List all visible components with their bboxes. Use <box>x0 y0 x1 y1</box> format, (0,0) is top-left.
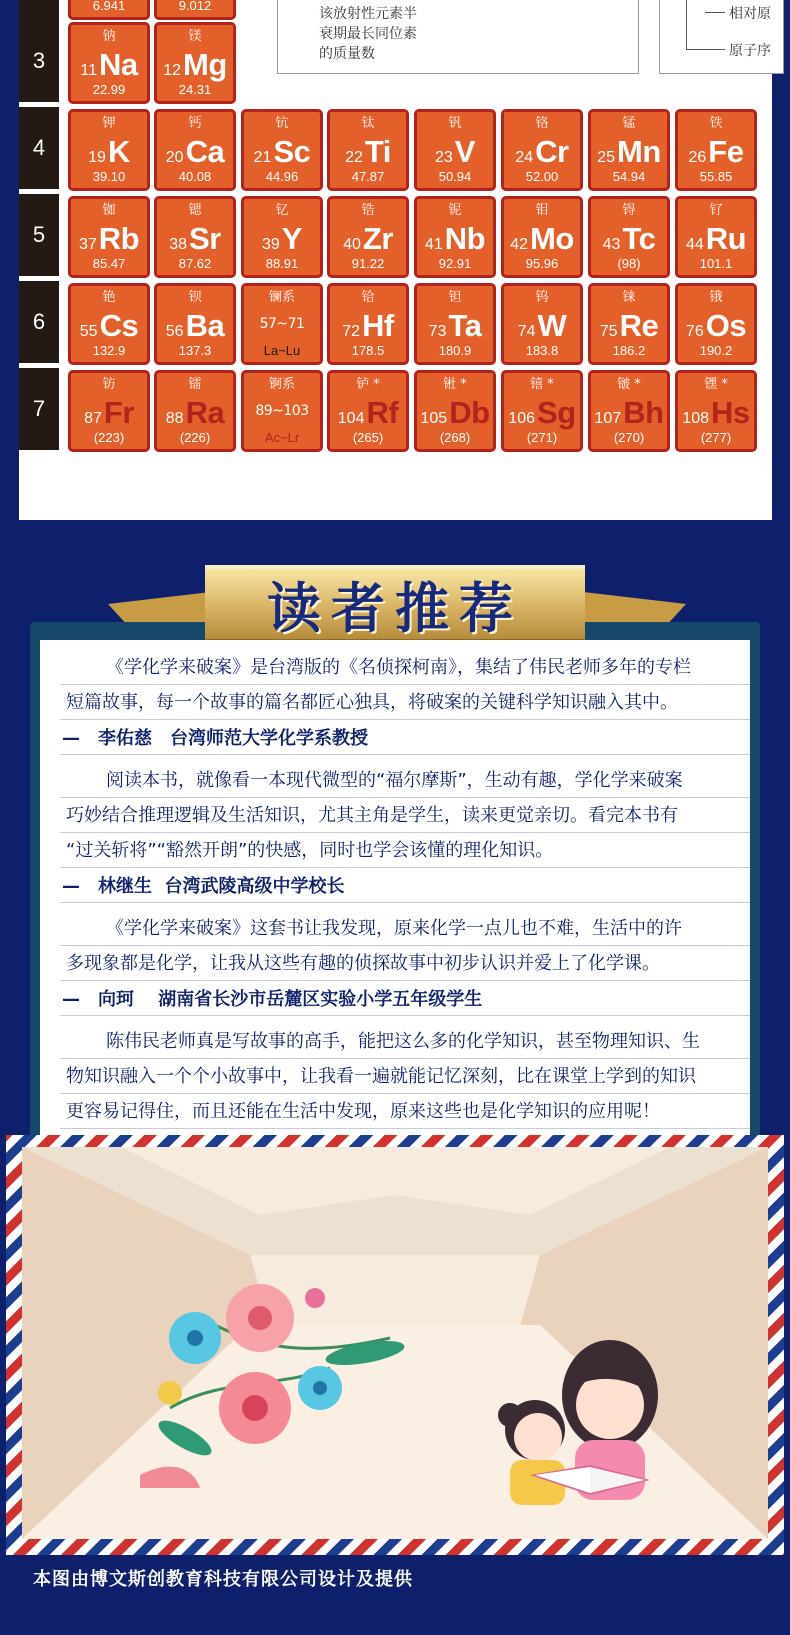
atomic-number: 76 <box>685 323 704 340</box>
element-symbol: V <box>454 134 475 169</box>
atomic-number: 19 <box>88 149 106 166</box>
element-symbol-row <box>330 308 406 344</box>
element-mass: 50.94 <box>438 169 472 184</box>
element-symbol-row <box>157 395 233 431</box>
series-range: 89~103 <box>255 403 309 419</box>
element-mass: 186.2 <box>612 343 646 358</box>
element-mass: 92.91 <box>438 256 472 271</box>
element-name-cn: 铪 <box>361 290 375 305</box>
element-cell <box>501 283 583 365</box>
element-cell <box>501 109 583 191</box>
element-symbol: Sr <box>189 221 221 256</box>
element-symbol-row <box>591 221 667 257</box>
element-mass: (226) <box>179 430 211 445</box>
element-cell <box>414 283 496 365</box>
element-symbol-row <box>591 308 667 344</box>
element-symbol-row <box>591 134 667 170</box>
element-name-cn: 铼 <box>622 290 636 305</box>
atomic-number: 11 <box>80 62 97 79</box>
atomic-number: 23 <box>435 149 453 166</box>
element-symbol: Sc <box>273 134 311 169</box>
element-name-cn: 锰 <box>622 116 636 131</box>
element-mass: 85.47 <box>92 256 126 271</box>
ruled-line <box>60 1128 750 1129</box>
element-name-cn: 锆 <box>361 203 375 218</box>
section-title: 读者推荐 <box>267 576 523 640</box>
atomic-number: 107 <box>594 410 622 427</box>
element-symbol: Na <box>98 47 138 82</box>
element-name-cn: 钡 <box>188 290 202 305</box>
element-symbol: Db <box>449 395 490 430</box>
recommendation-line: 物知识融入一个个小故事中，让我看一遍就能记忆深刻，比在课堂上学到的知识 <box>66 1066 696 1087</box>
atomic-number: 55 <box>79 323 98 340</box>
atomic-number: 43 <box>602 236 621 253</box>
element-symbol: Mo <box>530 221 574 256</box>
period-label: 4 <box>19 107 59 189</box>
element-name-cn: 钇 <box>275 203 289 218</box>
element-symbol-row <box>678 134 754 170</box>
atomic-number: 56 <box>165 323 184 340</box>
atomic-number: 20 <box>165 149 184 166</box>
element-mass: 55.85 <box>699 169 733 184</box>
ruled-line <box>60 754 750 755</box>
recommendation-line: 更容易记得住，而且还能在生活中发现，原来这些也是化学知识的应用呢！ <box>66 1101 660 1122</box>
atomic-number: 75 <box>599 323 618 340</box>
series-symbols: Ac~Lr <box>264 430 300 445</box>
element-cell <box>241 370 323 452</box>
element-symbol-row <box>157 47 233 83</box>
element-name-cn: 钛 <box>361 116 375 131</box>
period-label: 7 <box>19 368 59 450</box>
element-symbol-row <box>591 395 667 431</box>
element-mass: 132.9 <box>92 343 126 358</box>
element-symbol: Ca <box>185 134 225 169</box>
element-mass: (265) <box>352 430 384 445</box>
element-symbol: Hs <box>711 395 750 430</box>
ruled-line <box>60 719 750 720</box>
recommendation-line: 《学化学来破案》是台湾版的《名侦探柯南》，集结了伟民老师多年的专栏 <box>106 657 691 678</box>
element-mass: (270) <box>613 430 645 445</box>
periodic-table-panel <box>19 0 772 520</box>
element-cell <box>154 283 236 365</box>
element-cell <box>414 109 496 191</box>
element-symbol-row <box>678 308 754 344</box>
element-symbol-row <box>244 395 320 419</box>
element-symbol: Mn <box>617 134 661 169</box>
element-name-cn: 镧系 <box>268 290 295 305</box>
element-name-cn: 𬭊 * <box>443 377 467 392</box>
element-cell <box>501 196 583 278</box>
element-symbol: Bh <box>623 395 664 430</box>
ruled-line <box>60 902 750 903</box>
element-symbol: Nb <box>444 221 486 256</box>
element-name-cn: 𬭶 * <box>704 377 728 392</box>
element-symbol-row <box>157 221 233 257</box>
element-symbol: Rf <box>366 395 399 430</box>
element-symbol-row <box>330 134 406 170</box>
atomic-number: 74 <box>517 323 536 340</box>
element-symbol-row <box>417 308 493 344</box>
element-mass: 180.9 <box>438 343 472 358</box>
element-mass: 183.8 <box>525 343 559 358</box>
atomic-number: 42 <box>510 236 529 253</box>
series-range: 57~71 <box>259 316 305 332</box>
element-symbol-row <box>244 308 320 332</box>
element-name-cn: 铬 <box>535 116 549 131</box>
element-name-cn: 钨 <box>535 290 549 305</box>
element-cell <box>68 109 150 191</box>
element-symbol-row <box>71 221 147 257</box>
element-cell <box>68 283 150 365</box>
reading-children-icon <box>480 1335 680 1510</box>
legend-line: 衰期最长同位素 <box>319 26 417 42</box>
element-symbol: Ra <box>185 395 225 430</box>
element-symbol: Ba <box>185 308 225 343</box>
period-label: 5 <box>19 194 59 276</box>
legend-label-mass: 相对原 <box>729 6 771 22</box>
element-symbol-row <box>417 221 493 257</box>
element-symbol-row <box>71 134 147 170</box>
legend-line: 的质量数 <box>319 46 375 62</box>
element-cell <box>68 22 150 104</box>
element-symbol: Rb <box>98 221 140 256</box>
element-cell <box>154 196 236 278</box>
atomic-number: 105 <box>420 410 448 427</box>
atomic-number: 22 <box>345 149 363 166</box>
element-cell <box>414 196 496 278</box>
element-name-cn: 铷 <box>102 203 116 218</box>
atomic-number: 39 <box>262 236 280 253</box>
element-mass: 137.3 <box>178 343 212 358</box>
element-name-cn: 钾 <box>102 116 116 131</box>
element-name-cn: 镁 <box>188 29 202 44</box>
element-cell <box>675 370 757 452</box>
element-mass: 91.22 <box>351 256 385 271</box>
atomic-number: 44 <box>685 236 704 253</box>
element-name-cn: 钌 <box>709 203 723 218</box>
element-cell <box>68 370 150 452</box>
recommendation-line: 多现象都是化学，让我从这些有趣的侦探故事中初步认识并爱上了化学课。 <box>66 953 660 974</box>
atomic-number: 21 <box>253 149 272 166</box>
element-mass: (277) <box>700 430 732 445</box>
recommendation-line: 陈伟民老师真是写故事的高手，能把这么多的化学知识，甚至物理知识、生 <box>106 1031 700 1052</box>
element-name-cn: 锝 <box>622 203 636 218</box>
legend-text <box>319 4 449 64</box>
element-name-cn: 𬬻 * <box>356 377 380 392</box>
element-cell <box>327 370 409 452</box>
element-name-cn: 钼 <box>535 203 549 218</box>
element-mass: 88.91 <box>265 256 299 271</box>
element-name-cn: 铁 <box>709 116 723 131</box>
ruled-line <box>60 980 750 981</box>
recommendation-line: 《学化学来破案》这套书让我发现，原来化学一点儿也不难，生活中的许 <box>106 918 682 939</box>
element-cell <box>68 0 150 20</box>
element-mass: 40.08 <box>178 169 212 184</box>
element-symbol-row <box>71 308 147 344</box>
element-symbol: Hf <box>362 308 394 343</box>
element-symbol-row <box>330 395 406 431</box>
element-symbol: Fr <box>103 395 134 430</box>
element-mass: 22.99 <box>92 82 126 97</box>
element-cell <box>154 370 236 452</box>
section-banner <box>205 565 585 643</box>
element-symbol-row <box>504 221 580 257</box>
element-mass: 190.2 <box>699 343 733 358</box>
atomic-number: 26 <box>688 149 707 166</box>
legend-connector <box>705 12 725 13</box>
element-cell <box>588 109 670 191</box>
element-mass: 9.012 <box>178 0 212 13</box>
recommendation-line: 短篇故事，每一个故事的篇名都匠心独具，将破案的关键科学知识融入其中。 <box>66 692 678 713</box>
recommendation-signature: — 向珂 湖南省长沙市岳麓区实验小学五年级学生 <box>62 989 483 1010</box>
element-cell <box>588 370 670 452</box>
flower-bouquet-icon <box>140 1258 420 1488</box>
element-symbol: Fe <box>708 134 744 169</box>
series-symbols: La~Lu <box>263 343 301 358</box>
element-mass: (98) <box>617 256 641 271</box>
element-symbol: Ru <box>705 221 747 256</box>
recommendation-line: “过关斩将”“豁然开朗”的快感，同时也学会该懂的理化知识。 <box>66 840 554 861</box>
element-cell <box>588 283 670 365</box>
element-mass: 47.87 <box>351 169 385 184</box>
element-name-cn: 𬭛 * <box>617 377 641 392</box>
element-cell <box>327 109 409 191</box>
element-name-cn: 锕系 <box>268 377 295 392</box>
element-cell <box>68 196 150 278</box>
element-name-cn: 𬭳 * <box>530 377 554 392</box>
element-cell <box>154 22 236 104</box>
element-name-cn: 钽 <box>448 290 462 305</box>
period-label: 6 <box>19 281 59 363</box>
atomic-number: 106 <box>508 410 536 427</box>
element-symbol-row <box>417 134 493 170</box>
element-mass: 6.941 <box>92 0 126 13</box>
element-symbol-row <box>678 395 754 431</box>
recommendation-line: 阅读本书，就像看一本现代微型的“福尔摩斯”，生动有趣，学化学来破案 <box>106 770 683 791</box>
ruled-line <box>60 867 750 868</box>
atomic-number: 37 <box>78 236 97 253</box>
recommendation-line: 巧妙结合推理逻辑及生活知识，尤其主角是学生，读来更觉亲切。看完本书有 <box>66 805 678 826</box>
element-symbol: Os <box>705 308 747 343</box>
element-cell <box>414 370 496 452</box>
element-cell <box>675 109 757 191</box>
element-symbol-row <box>71 47 147 83</box>
element-cell <box>588 196 670 278</box>
element-name-cn: 镭 <box>188 377 202 392</box>
element-symbol-row <box>678 221 754 257</box>
element-symbol-row <box>504 134 580 170</box>
element-name-cn: 钪 <box>275 116 289 131</box>
element-name-cn: 铌 <box>448 203 462 218</box>
element-mass: 87.62 <box>178 256 212 271</box>
element-symbol-row <box>417 395 493 431</box>
element-symbol: Ta <box>448 308 482 343</box>
letter-paper <box>40 640 750 1190</box>
atomic-number: 108 <box>682 410 710 427</box>
element-symbol-row <box>504 395 580 431</box>
element-symbol-row <box>504 308 580 344</box>
element-symbol: Cr <box>535 134 569 169</box>
element-symbol-row <box>244 134 320 170</box>
atomic-number: 72 <box>342 323 361 340</box>
atomic-number: 25 <box>597 149 616 166</box>
element-name-cn: 钠 <box>102 29 116 44</box>
legend-label-number: 原子序 <box>729 43 771 59</box>
element-mass: 178.5 <box>351 343 385 358</box>
element-symbol: Zr <box>362 221 393 256</box>
element-symbol: Tc <box>622 221 656 256</box>
element-name-cn: 钙 <box>188 116 202 131</box>
atomic-number: 104 <box>337 410 365 427</box>
element-mass: 24.31 <box>178 82 212 97</box>
element-symbol-row <box>244 221 320 257</box>
element-symbol: Re <box>619 308 659 343</box>
atomic-number: 73 <box>428 323 447 340</box>
atomic-number: 12 <box>163 62 182 79</box>
element-symbol: W <box>537 308 567 343</box>
element-name-cn: 锇 <box>709 290 723 305</box>
element-cell <box>154 109 236 191</box>
recommendation-signature: — 李佑慈 台湾师范大学化学系教授 <box>62 728 368 749</box>
legend-connector <box>686 49 725 50</box>
element-mass: (223) <box>93 430 125 445</box>
element-mass: 52.00 <box>525 169 559 184</box>
element-cell <box>241 196 323 278</box>
element-name-cn: 钒 <box>448 116 462 131</box>
element-cell <box>501 370 583 452</box>
element-mass: 101.1 <box>699 256 733 271</box>
element-symbol: Y <box>281 221 302 256</box>
element-cell <box>675 283 757 365</box>
legend-connector <box>686 0 687 50</box>
element-mass: 54.94 <box>612 169 646 184</box>
element-cell <box>327 283 409 365</box>
element-symbol-row <box>157 308 233 344</box>
element-mass: (268) <box>439 430 471 445</box>
element-name-cn: 钫 <box>102 377 116 392</box>
element-cell <box>154 0 236 20</box>
element-name-cn: 铯 <box>102 290 116 305</box>
element-symbol-row <box>330 221 406 257</box>
footer-credit: 本图由博文斯创教育科技有限公司设计及提供 <box>33 1569 413 1590</box>
element-symbol: Sg <box>537 395 576 430</box>
element-cell <box>675 196 757 278</box>
element-symbol-row <box>157 134 233 170</box>
atomic-number: 41 <box>424 236 443 253</box>
element-symbol: Mg <box>183 47 227 82</box>
period-tab <box>19 0 59 20</box>
element-cell <box>327 196 409 278</box>
period-label: 3 <box>19 20 59 102</box>
atomic-number: 24 <box>515 149 534 166</box>
ruled-line <box>60 1015 750 1016</box>
element-cell <box>241 109 323 191</box>
atomic-number: 88 <box>165 410 184 427</box>
element-name-cn: 锶 <box>188 203 202 218</box>
element-symbol: Ti <box>364 134 391 169</box>
element-mass: 39.10 <box>92 169 126 184</box>
element-mass: (271) <box>526 430 558 445</box>
element-symbol-row <box>71 395 147 431</box>
atomic-number: 38 <box>169 236 188 253</box>
element-cell <box>241 283 323 365</box>
atomic-number: 40 <box>343 236 361 253</box>
element-mass: 95.96 <box>525 256 559 271</box>
element-mass: 44.96 <box>265 169 299 184</box>
element-symbol: K <box>107 134 130 169</box>
recommendation-signature: — 林继生 台湾武陵高级中学校长 <box>62 876 345 897</box>
atomic-number: 87 <box>84 410 102 427</box>
legend-line: 该放射性元素半 <box>319 6 417 22</box>
element-symbol: Cs <box>99 308 139 343</box>
